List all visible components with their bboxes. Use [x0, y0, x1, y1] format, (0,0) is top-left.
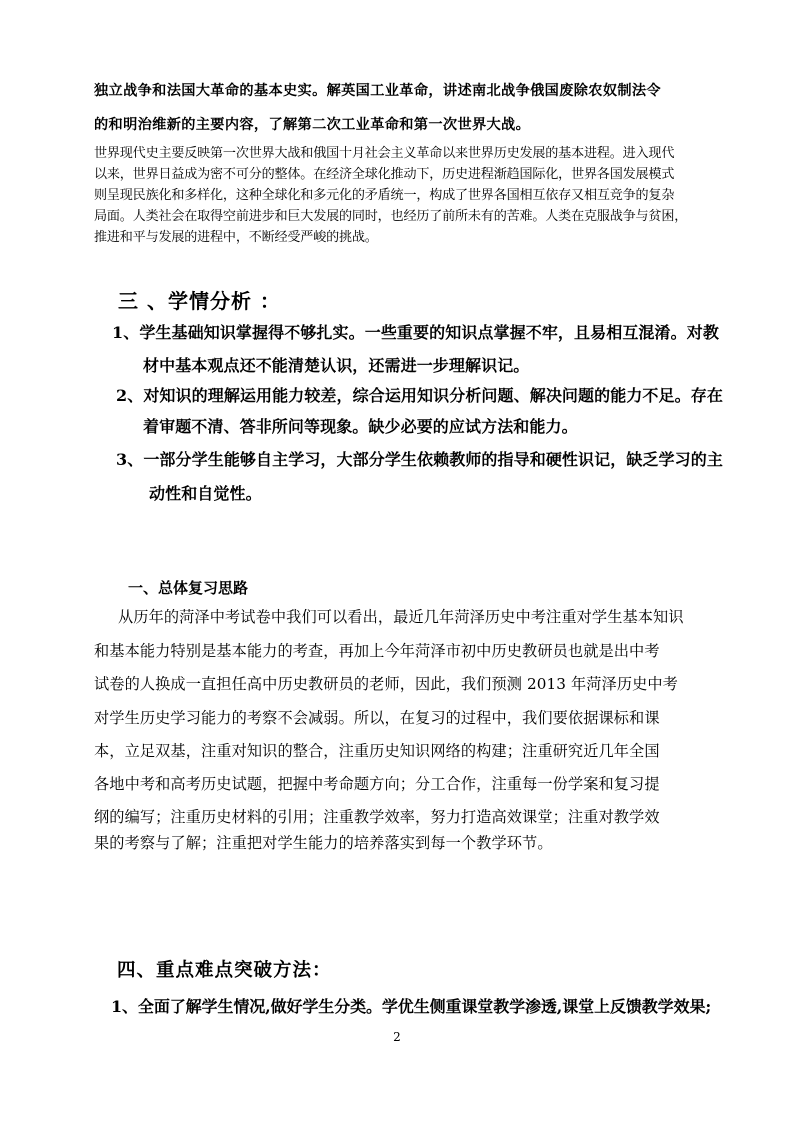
review-line-2: 和基本能力特别是基本能力的考查，再加上今年菏泽市初中历史教研员也就是出中考 — [94, 642, 660, 660]
review-line-4: 对学生历史学习能力的考察不会减弱。所以，在复习的过程中，我们要依据课标和课 — [94, 709, 660, 727]
intro-line-2: 的和明治维新的主要内容，了解第二次工业革命和第一次世界大战。 — [94, 117, 531, 133]
modern-history-line-4: 局面。人类社会在取得空前进步和巨大发展的同时，也经历了前所未有的苦难。人类在克服战争与贫困， — [94, 209, 688, 224]
modern-history-line-3: 则呈现民族化和多样化，这种全球化和多元化的矛盾统一，构成了世界各国相互依存又相互竞争的复杂 — [94, 188, 675, 203]
page-number: 2 — [393, 1030, 401, 1044]
review-line-7: 纲的编写；注重历史材料的引用；注重教学效率，努力打造高效课堂；注重对教学效 — [94, 808, 660, 826]
section4-heading: 四、重点难点突破方法： — [117, 960, 332, 981]
modern-history-line-5: 推进和平与发展的进程中，不断经受严峻的挑战。 — [94, 230, 378, 245]
section3-item-1-line-1: 1、学生基础知识掌握得不够扎实。一些重要的知识点掌握不牢，且易相互混淆。对教 — [112, 323, 719, 342]
section3-item-2-line-1: 2、对知识的理解运用能力较差，综合运用知识分析问题、解决问题的能力不足。存在 — [116, 386, 723, 405]
review-line-6: 各地中考和高考历史试题，把握中考命题方向；分工合作，注重每一份学案和复习提 — [94, 775, 660, 793]
section3-item-1-line-2: 材中基本观点还不能清楚认识，还需进一步理解识记。 — [143, 356, 530, 375]
section4-item-1: 1、全面了解学生情况,做好学生分类。学优生侧重课堂教学渗透,课堂上反馈教学效果; — [111, 997, 712, 1016]
modern-history-line-1: 世界现代史主要反映第一次世界大战和俄国十月社会主义革命以来世界历史发展的基本进程。进入现代 — [94, 146, 675, 161]
review-line-3: 试卷的人换成一直担任高中历史教研员的老师，因此，我们预测 2013 年菏泽历史中考 — [94, 675, 678, 693]
section3-item-3-line-1: 3、一部分学生能够自主学习，大部分学生依赖教师的指导和硬性识记，缺乏学习的主 — [116, 450, 723, 469]
intro-line-1: 独立战争和法国大革命的基本史实。解英国工业革命，讲述南北战争俄国废除农奴制法令 — [94, 83, 661, 99]
section3-item-2-line-2: 着审题不清、答非所问等现象。缺少必要的应试方法和能力。 — [143, 417, 578, 436]
section3-item-3-line-2: 动性和自觉性。 — [149, 484, 262, 503]
section3-heading: 三 、学情分析 ： — [118, 289, 281, 313]
modern-history-line-2: 以来，世界日益成为密不可分的整体。在经济全球化推动下，历史进程渐趋国际化，世界各国发展模式 — [94, 167, 675, 182]
review-line-1: 从历年的菏泽中考试卷中我们可以看出，最近几年菏泽历史中考注重对学生基本知识 — [118, 608, 684, 626]
review-line-8: 果的考察与了解；注重把对学生能力的培养落实到每一个教学环节。 — [94, 834, 553, 852]
review-heading: 一、总体复习思路 — [128, 579, 249, 597]
review-line-5: 本，立足双基，注重对知识的整合，注重历史知识网络的构建；注重研究近几年全国 — [94, 742, 660, 760]
